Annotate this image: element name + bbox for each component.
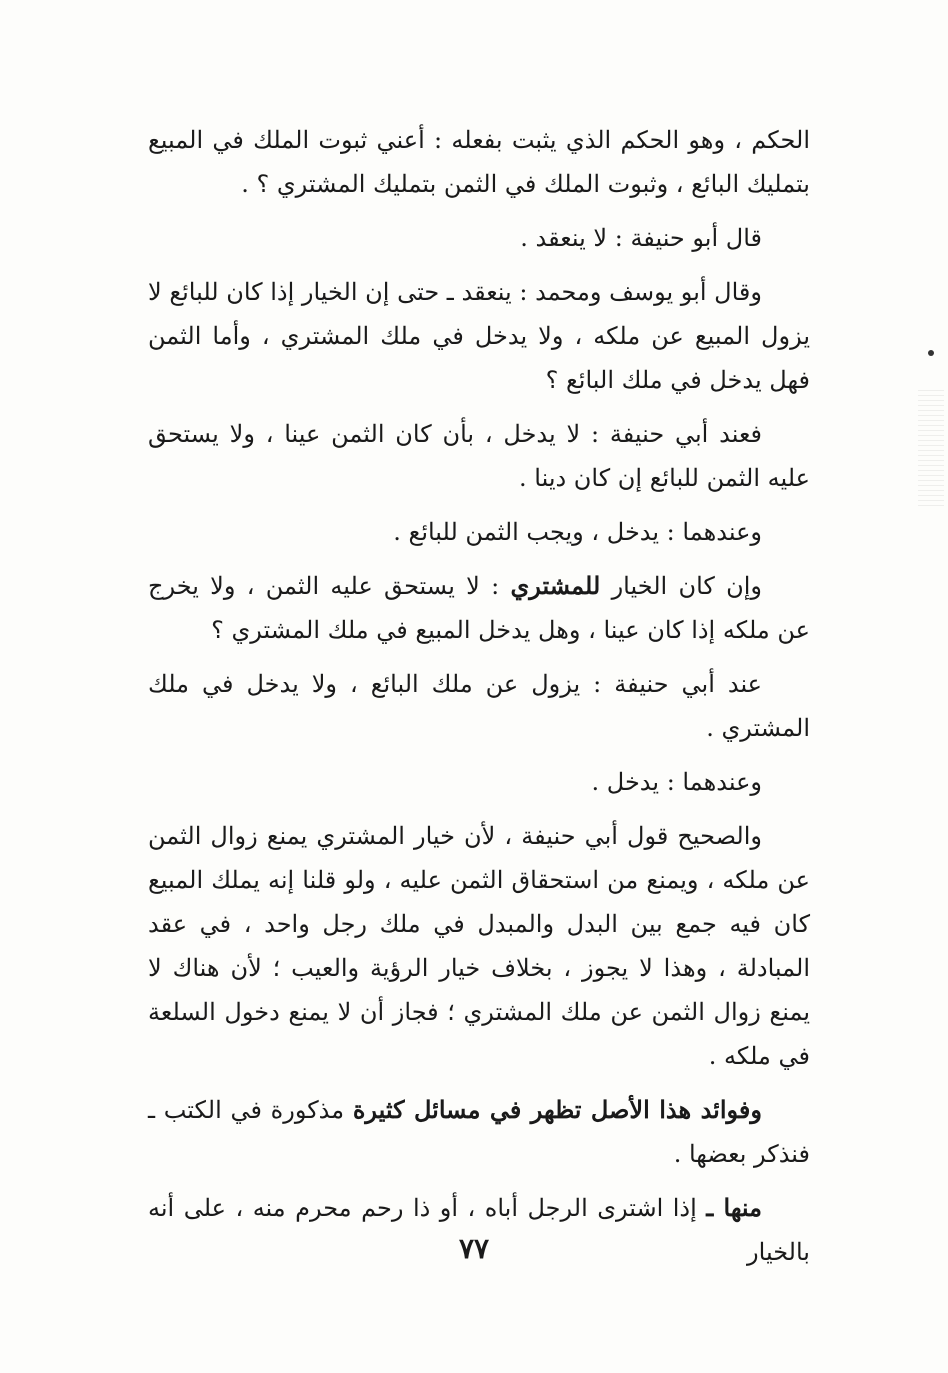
paragraph-1: الحكم ، وهو الحكم الذي يثبت بفعله : أعني ثبوت الملك في المبيع بتمليك البائع ، وثبوت الملك في الثمن بتمليك المشتري ؟ .	[148, 126, 810, 198]
paragraph-11-rest: إذا اشترى الرجل أباه ، أو ذا رحم محرم منه ، على أنه بالخيار	[148, 1194, 810, 1266]
paragraph-6-bold: للمشتري	[510, 571, 601, 600]
paragraph-11-bold: منها ـ	[706, 1193, 762, 1222]
page-number: ٧٧	[458, 1232, 490, 1265]
paragraph-10	[148, 1088, 810, 1176]
paragraph-9: والصحيح قول أبي حنيفة ، لأن خيار المشتري يمنع زوال الثمن عن ملكه ، ويمنع من استحقاق الثمن عليه ، ولو قلنا إنه يملك المبيع كان فيه جمع بين البدل والمبدل في ملك رجل واحد ، في عقد المبادلة ، وهذا لا يجوز ، بخلاف خيار الرؤية والعيب ؛ لأن هناك لا يمنع زوال الثمن عن ملك المشتري ؛ فجاز أن لا يمنع دخول السلعة في ملكه .	[148, 822, 811, 1070]
paragraph-2: قال أبو حنيفة : لا ينعقد .	[520, 224, 762, 252]
paragraph-5: وعندهما : يدخل ، ويجب الثمن للبائع .	[393, 518, 762, 546]
paragraph-3: وقال أبو يوسف ومحمد : ينعقد ـ حتى إن الخيار إذا كان للبائع لا يزول المبيع عن ملكه ، ولا يدخل في ملك المشتري ، وأما الثمن فهل يدخل في ملك البائع ؟	[148, 278, 810, 394]
paragraph-7: عند أبي حنيفة : يزول عن ملك البائع ، ولا يدخل في ملك المشتري .	[148, 670, 810, 742]
paragraph-10-rest: مذكورة في الكتب ـ فنذكر بعضها .	[148, 1096, 810, 1168]
paragraph-10-bold: وفوائد هذا الأصل تظهر في مسائل كثيرة	[352, 1095, 762, 1124]
paragraph-6	[148, 564, 810, 652]
page-body	[148, 118, 810, 1284]
page-edge-shadow	[918, 390, 944, 510]
paragraph-4: فعند أبي حنيفة : لا يدخل ، بأن كان الثمن عينا ، ولا يستحق عليه الثمن للبائع إن كان دينا .	[148, 420, 810, 492]
margin-ink-dot	[928, 350, 934, 356]
paragraph-8: وعندهما : يدخل .	[591, 768, 762, 796]
paragraph-6-rest: : لا يستحق عليه الثمن ، ولا يخرج عن ملكه إذا كان عينا ، وهل يدخل المبيع في ملك المشتري ؟	[148, 572, 810, 644]
paragraph-6-lead: وإن كان الخيار	[600, 572, 763, 600]
